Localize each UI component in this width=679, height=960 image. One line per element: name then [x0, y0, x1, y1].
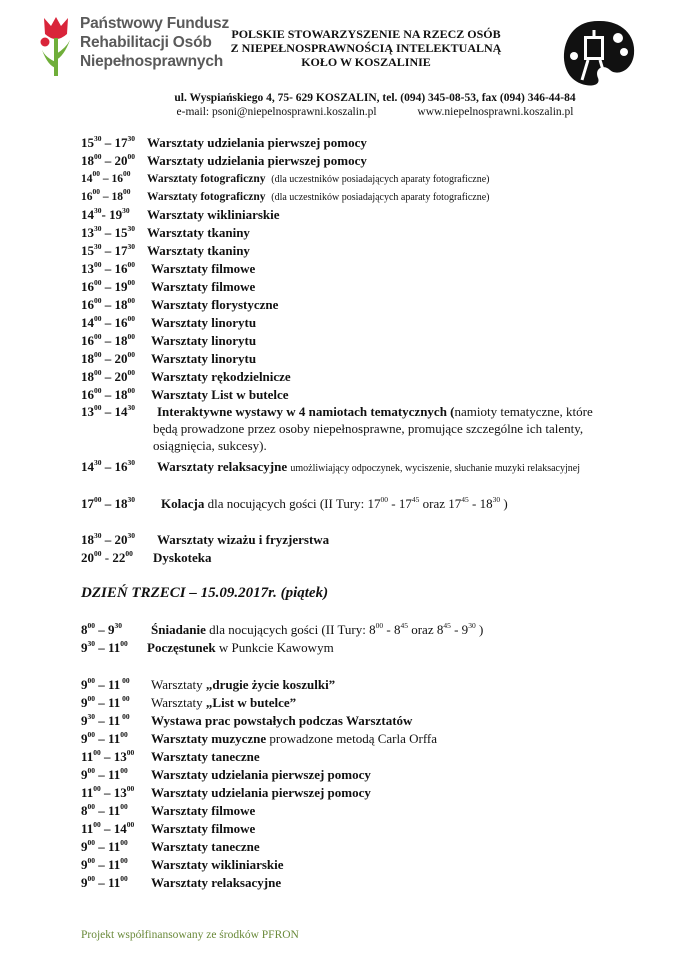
schedule-entry	[81, 695, 296, 711]
time-range: $9^{30} - 11^{00}$	[81, 638, 128, 655]
entry-title: Warsztaty linorytu	[151, 333, 257, 348]
entry-title: Warsztaty filmowe	[151, 803, 256, 818]
time-range: $13^{00} - 16^{00}$	[81, 259, 135, 276]
entry-title: Warsztaty tkaniny	[147, 243, 250, 258]
exhibition-entry	[81, 403, 641, 454]
organization-name	[216, 27, 516, 69]
schedule-entry	[81, 731, 437, 747]
entry-title: Dyskoteka	[153, 550, 212, 565]
time-range: $9^{00} - 11^{00}$	[81, 765, 128, 782]
website-link[interactable]: www.niepelnosprawni.koszalin.pl	[417, 106, 574, 118]
entry-title: Warsztaty udzielania pierwszej pomocy	[147, 153, 367, 168]
entry-title: Kolacja	[161, 496, 205, 511]
schedule-entry	[81, 171, 489, 188]
schedule-entry	[81, 369, 291, 385]
schedule-entry	[81, 857, 284, 873]
schedule-entry	[81, 749, 260, 765]
time-range: $13^{00} - 14^{30}$	[81, 402, 135, 419]
email-link[interactable]: e-mail: psoni@niepelnosprawni.koszalin.pl	[176, 106, 377, 118]
palette-easel-icon	[560, 18, 638, 90]
entry-title: Warsztaty tkaniny	[147, 225, 250, 240]
entry-title: Śniadanie	[151, 622, 206, 637]
pfron-logo-icon	[38, 14, 74, 78]
org-line: Z NIEPEŁNOSPRAWNOŚCIĄ INTELEKTUALNĄ	[230, 41, 502, 55]
entry-title: Warsztaty taneczne	[151, 839, 260, 854]
disco-entry	[81, 550, 212, 566]
entry-title: „List w butelce”	[205, 695, 297, 710]
schedule-entry	[81, 243, 250, 259]
entry-detail: dla nocujących gości (II Tury: $8^{00} - 8^{45}$ oraz $8^{45} - 9^{30}$ )	[209, 620, 484, 637]
org-line: KOŁO W KOSZALINIE	[301, 55, 431, 69]
entry-title: Interaktywne wystawy w 4 namiotach tematycznych (	[157, 404, 455, 419]
refreshment-entry	[81, 640, 334, 656]
relaxation-entry	[81, 459, 580, 477]
entry-detail: prowadzone metodą Carla Orffa	[269, 731, 438, 746]
entry-title: Warsztaty florystyczne	[151, 297, 279, 312]
entry-title: Warsztaty filmowe	[151, 261, 256, 276]
entry-title: Warsztaty muzyczne	[151, 731, 267, 746]
entry-title: Warsztaty fotograficzny	[147, 173, 266, 185]
entry-detail: dla nocujących gości (II Tury: $17^{00} - 17^{45}$ oraz $17^{45} - 18^{30}$ )	[207, 494, 508, 511]
schedule-entry	[81, 315, 256, 331]
schedule-entry	[81, 387, 289, 403]
day-three-heading: DZIEŃ TRZECI – 15.09.2017r. (piątek)	[81, 585, 329, 601]
time-range: $9^{00} - 11^{00}$	[81, 837, 128, 854]
entry-description: namioty tematyczne, które	[454, 404, 593, 419]
time-range: $11^{00} - 13^{00}$	[81, 783, 135, 800]
time-range: $16^{00} - 19^{00}$	[81, 277, 135, 294]
entry-title: Warsztaty taneczne	[151, 749, 260, 764]
time-range: $16^{00} - 18^{00}$	[81, 187, 131, 203]
time-range: $11^{00} - 13^{00}$	[81, 747, 135, 764]
time-range: $18^{00} - 20^{00}$	[81, 151, 135, 168]
entry-note: (dla uczestników posiadających aparaty fotograficzne)	[271, 174, 490, 185]
entry-title: Warsztaty linorytu	[151, 315, 257, 330]
entry-title: Warsztaty wikliniarskie	[147, 207, 280, 222]
schedule-entry	[81, 803, 255, 819]
time-range: $14^{00} - 16^{00}$	[81, 313, 135, 330]
pfron-line: Niepełnosprawnych	[80, 53, 224, 70]
time-range: $20^{00} - 22^{00}$	[81, 548, 133, 565]
entry-note: umożliwiający odpoczynek, wyciszenie, słuchanie muzyki relaksacyjnej	[290, 463, 580, 474]
schedule-entry	[81, 875, 281, 891]
contact-line	[95, 105, 655, 119]
time-range: $14^{00} - 16^{00}$	[81, 169, 131, 185]
time-range: $8^{00} - 9^{30}$	[81, 620, 122, 637]
time-range: $18^{30} - 20^{30}$	[81, 530, 135, 547]
entry-title: Wystawa prac powstałych podczas Warsztatów	[151, 713, 413, 728]
schedule-entry	[81, 261, 255, 277]
time-range: $14^{30} - 16^{30}$	[81, 457, 135, 474]
time-range: $14^{30}-$ $19^{30}$	[81, 205, 130, 222]
time-range: $9^{00} - 11^{00}$	[81, 873, 128, 890]
schedule-entry	[81, 713, 412, 729]
schedule-entry	[81, 333, 256, 349]
time-range: $8^{00} - 11^{00}$	[81, 801, 128, 818]
schedule-entry	[81, 225, 250, 241]
entry-description: będą prowadzone przez osoby niepełnosprawne, promujące szczególne ich talenty,	[153, 421, 584, 436]
time-range: $18^{00} - 20^{00}$	[81, 367, 135, 384]
breakfast-entry	[81, 622, 483, 638]
entry-description: osiągnięcia, sukcesy).	[153, 438, 267, 453]
schedule-entry	[81, 153, 367, 169]
schedule-entry	[81, 297, 278, 313]
entry-title: Warsztaty wikliniarskie	[151, 857, 284, 872]
time-range: $15^{30} - 17^{30}$	[81, 133, 135, 150]
entry-title: Poczęstunek	[147, 640, 216, 655]
makeup-entry	[81, 532, 329, 548]
schedule-entry	[81, 785, 371, 801]
entry-title: Warsztaty relaksacyjne	[157, 459, 288, 474]
schedule-entry	[81, 189, 489, 206]
pfron-line: Państwowy Fundusz	[80, 15, 230, 32]
time-range: $15^{30} - 17^{30}$	[81, 241, 135, 258]
entry-title: Warsztaty filmowe	[151, 821, 256, 836]
schedule-entry	[81, 839, 260, 855]
entry-prefix: Warsztaty	[151, 695, 206, 710]
entry-title: Warsztaty udzielania pierwszej pomocy	[151, 767, 371, 782]
entry-detail: w Punkcie Kawowym	[218, 640, 334, 655]
entry-title: Warsztaty rękodzielnicze	[151, 369, 291, 384]
time-range: $9^{00} - 11^{00}$	[81, 729, 128, 746]
org-line: POLSKIE STOWARZYSZENIE NA RZECZ OSÓB	[231, 27, 501, 41]
pfron-name	[80, 14, 229, 71]
time-range: $11^{00} - 14^{00}$	[81, 819, 135, 836]
schedule-entry	[81, 135, 367, 151]
entry-title: Warsztaty udzielania pierwszej pomocy	[147, 135, 367, 150]
entry-title: Warsztaty relaksacyjne	[151, 875, 282, 890]
time-range: $9^{30} - 11$ $^{00}$	[81, 711, 130, 728]
entry-title: Warsztaty udzielania pierwszej pomocy	[151, 785, 371, 800]
entry-title: Warsztaty fotograficzny	[147, 191, 266, 203]
dinner-entry	[81, 496, 508, 512]
time-range: $9^{00} - 11$ $^{00}$	[81, 693, 130, 710]
entry-title: Warsztaty wizażu i fryzjerstwa	[157, 532, 330, 547]
schedule-entry	[81, 767, 371, 783]
schedule-entry	[81, 821, 255, 837]
entry-title: Warsztaty List w butelce	[151, 387, 289, 402]
time-range: $9^{00} - 11$ $^{00}$	[81, 675, 130, 692]
time-range: $17^{00} - 18^{30}$	[81, 494, 135, 511]
time-range: $18^{00} - 20^{00}$	[81, 349, 135, 366]
entry-prefix: Warsztaty	[151, 677, 206, 692]
time-range: $16^{00} - 18^{00}$	[81, 331, 135, 348]
footer-note: Projekt współfinansowany ze środków PFRON	[81, 929, 299, 941]
pfron-line: Rehabilitacji Osób	[80, 34, 212, 51]
schedule-entry	[81, 677, 335, 693]
entry-title: Warsztaty linorytu	[151, 351, 257, 366]
schedule-entry	[81, 351, 256, 367]
time-range: $16^{00} - 18^{00}$	[81, 295, 135, 312]
schedule-entry	[81, 279, 255, 295]
entry-title: „drugie życie koszulki”	[205, 677, 336, 692]
time-range: $9^{00} - 11^{00}$	[81, 855, 128, 872]
entry-title: Warsztaty filmowe	[151, 279, 256, 294]
time-range: $16^{00} - 18^{00}$	[81, 385, 135, 402]
address-line: ul. Wyspiańskiego 4, 75- 629 KOSZALIN, tel. (094) 345-08-53, fax (094) 346-44-84	[174, 92, 576, 104]
schedule-entry	[81, 207, 280, 223]
time-range: $13^{30} - 15^{30}$	[81, 223, 135, 240]
entry-note: (dla uczestników posiadających aparaty fotograficzne)	[271, 192, 490, 203]
